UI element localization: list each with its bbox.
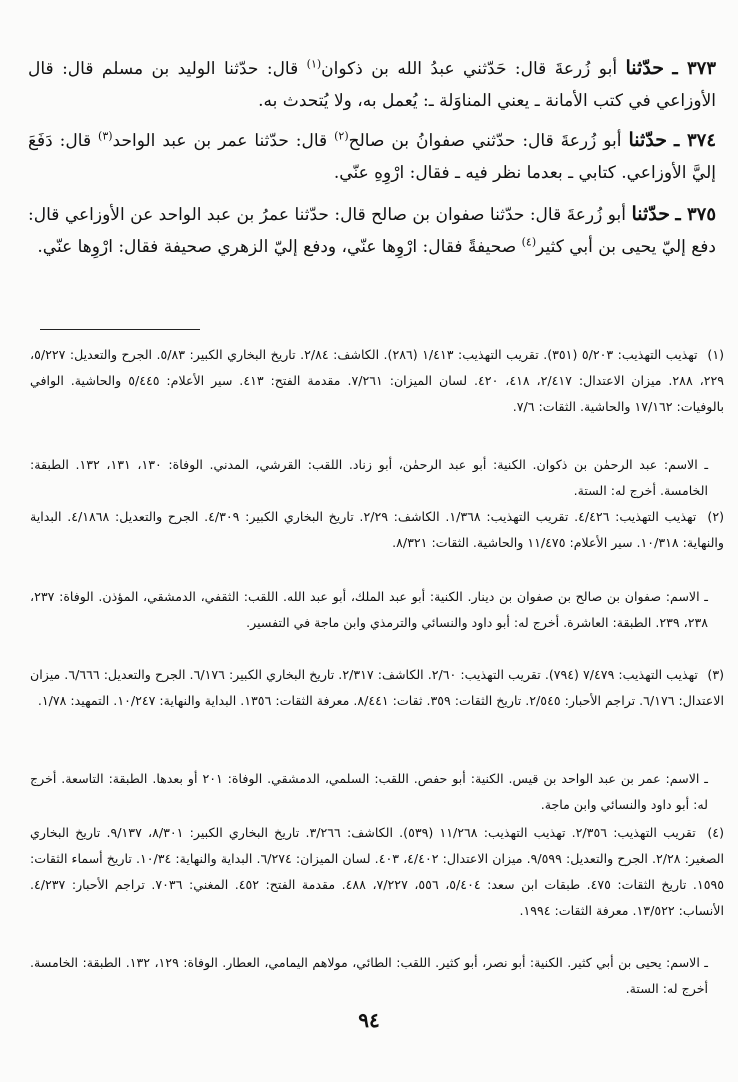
footnote-ref[interactable]: (٢): [334, 129, 349, 143]
hadith-text: قال: حدّثنا الوليد بن مسلم قال: قال الأوزاعي في كتب الأمانة ـ يعني المناوَلة ـ: يُعمل به، ولا يُتحدث به.: [28, 59, 716, 111]
hadith-373: [28, 52, 716, 117]
footnote-2-details: ـ الاسم: صفوان بن صالح بن صفوان بن دينار. الكنية: أبو عبد الملك، أبو عبد الله. اللقب: الثقفي، الدمشقي، المؤذن. الوفاة: ٢٣٧، ٢٣٨، ٢٣٩. الطبقة: العاشرة. أخرج له: أبو داود والنسائي والترمذي وابن ماجة في التفسير.: [30, 589, 708, 630]
footnote-2: [30, 504, 724, 556]
footnote-3: [30, 662, 724, 714]
hadith-text: قال: دَفَعَ إليَّ الأوزاعي. كتابي ـ بعدما نظر فيه ـ فقال: ارْوِهِ عنّي.: [28, 131, 716, 183]
hadith-number: ٣٧٥ ـ: [675, 204, 716, 225]
hadith-number: ٣٧٣ ـ: [672, 58, 716, 79]
hadith-keyword: حدّثنا: [625, 57, 664, 79]
hadith-keyword: حدّثنا: [631, 203, 670, 225]
hadith-text: قال: حدّثنا عمر بن عبد الواحد: [112, 131, 328, 151]
footnote-number: (٤): [707, 825, 724, 840]
footnote-text: تهذيب التهذيب: ٧/٤٧٩ (٧٩٤). تقريب التهذيب: ٢/٦٠. الكاشف: ٢/٣١٧. تاريخ البخاري الكبير: ٦/١٧٦. الجرح والتعديل: ٦/٦٦٦. ميزان الاعتدال: ٦/١٧٦. تراجم الأحبار: ٢/٥٤٥. تاريخ الثقات: ٣٥٩. ثقات: ٨/٤٤١. معرفة الثقات: ١٣٥٦. البداية والنهاية: ١٠/٢٤٧. التمهيد: ١/٧٨.: [30, 667, 724, 708]
footnote-3-details: ـ الاسم: عمر بن عبد الواحد بن قيس. الكنية: أبو حفص. اللقب: السلمي، الدمشقي. الوفاة: ٢٠١ أو بعدها. الطبقة: التاسعة. أخرج له: أبو داود والنسائي وابن ماجة.: [30, 771, 708, 812]
hadith-text: أبو زُرعةَ قال: حَدّثني عبدُ الله بن ذكوان: [321, 59, 618, 79]
hadith-text: صحيفةً فقال: ارْوِها عنّي، ودفع إليّ الزهري صحيفة فقال: ارْوِها عنّي.: [37, 237, 517, 257]
footnote-number: (٣): [707, 667, 725, 682]
footnote-4-details: ـ الاسم: يحيى بن أبي كثير. الكنية: أبو نصر، أبو كثير. اللقب: الطائي، مولاهم اليمامي، العطار. الوفاة: ١٢٩، ١٣٢. الطبقة: الخامسة. أخرج له: الستة.: [30, 955, 708, 996]
footnote-1: [30, 342, 724, 420]
footnote-ref[interactable]: (٤): [521, 235, 537, 249]
footnote-text: تهذيب التهذيب: ٤/٤٢٦. تقريب التهذيب: ١/٣٦٨. الكاشف: ٢/٢٩. تاريخ البخاري الكبير: ٤/٣٠٩. الجرح والتعديل: ٤/١٨٦٨. البداية والنهاية: ١٠/٣١٨. سير الأعلام: ١١/٤٧٥ والحاشية. الثقات: ٨/٣٢١.: [30, 509, 724, 550]
footnote-number: (١): [707, 347, 725, 362]
footnote-ref[interactable]: (١): [306, 57, 322, 71]
page-number: ٩٤: [358, 1008, 380, 1032]
footnote-number: (٢): [707, 509, 725, 524]
footnote-text: تقريب التهذيب: ٢/٣٥٦. تهذيب التهذيب: ١١/٢٦٨ (٥٣٩). الكاشف: ٣/٢٦٦. تاريخ البخاري الكبير: ٨/٣٠١، ٩/١٣٧. تاريخ البخاري الصغير: ٢/٢٨. الجرح والتعديل: ٩/٥٩٩. ميزان الاعتدال: ٤/٤٠٢، ٤٠٣. لسان الميزان: ٦/٢٧٤. البداية والنهاية: ١٠/٣٤. تاريخ أسماء الثقات: ١٥٩٥. تاريخ الثقات: ٤٧٥. طبقات ابن سعد: ٥/٤٠٤، ٥٥٦، ٧/٢٢٧، ٤٨٨. مقدمة الفتح: ٤٥٢. المغني: ٧٠٣٦. تراجم الأحبار: ٤/٢٣٧. الأنساب: ١٣/٥٢٢. معرفة الثقات: ١٩٩٤.: [30, 825, 724, 918]
hadith-374: [28, 124, 716, 189]
hadith-number: ٣٧٤ ـ: [673, 130, 717, 151]
footnote-1-details: ـ الاسم: عبد الرحمٰن بن ذكوان. الكنية: أبو عبد الرحمٰن، أبو زناد. اللقب: القرشي، المدني. الوفاة: ١٣٠، ١٣١، ١٣٢. الطبقة: الخامسة. أخرج له: الستة.: [30, 457, 709, 498]
hadith-text: أبو زُرعةَ قال: حدّثني صفوانُ بن صالح: [348, 131, 622, 151]
footnote-separator: [40, 329, 200, 330]
hadith-text: أبو زُرعةَ قال: حدّثنا صفوان بن صالح قال: حدّثنا عمرُ بن عبد الواحد عن الأوزاعي قال: دفع إليّ يحيى بن أبي كثير: [28, 205, 716, 257]
footnote-ref[interactable]: (٣): [98, 129, 113, 143]
hadith-keyword: حدّثنا: [628, 129, 667, 151]
footnote-4: [30, 820, 724, 924]
hadith-375: [28, 198, 716, 263]
footnote-text: تهذيب التهذيب: ٥/٢٠٣ (٣٥١). تقريب التهذيب: ١/٤١٣ (٢٨٦). الكاشف: ٢/٨٤. تاريخ البخاري الكبير: ٥/٨٣. الجرح والتعديل: ٥/٢٢٧، ٢٢٩، ٢٨٨. ميزان الاعتدال: ٢/٤١٧، ٤١٨، ٤٢٠. لسان الميزان: ٧/٢٦١. مقدمة الفتح: ٤١٣. سير الأعلام: ٥/٤٤٥ والحاشية. الوافي بالوفيات: ١٧/١٦٢ والحاشية. الثقات: ٧/٦.: [30, 347, 724, 414]
